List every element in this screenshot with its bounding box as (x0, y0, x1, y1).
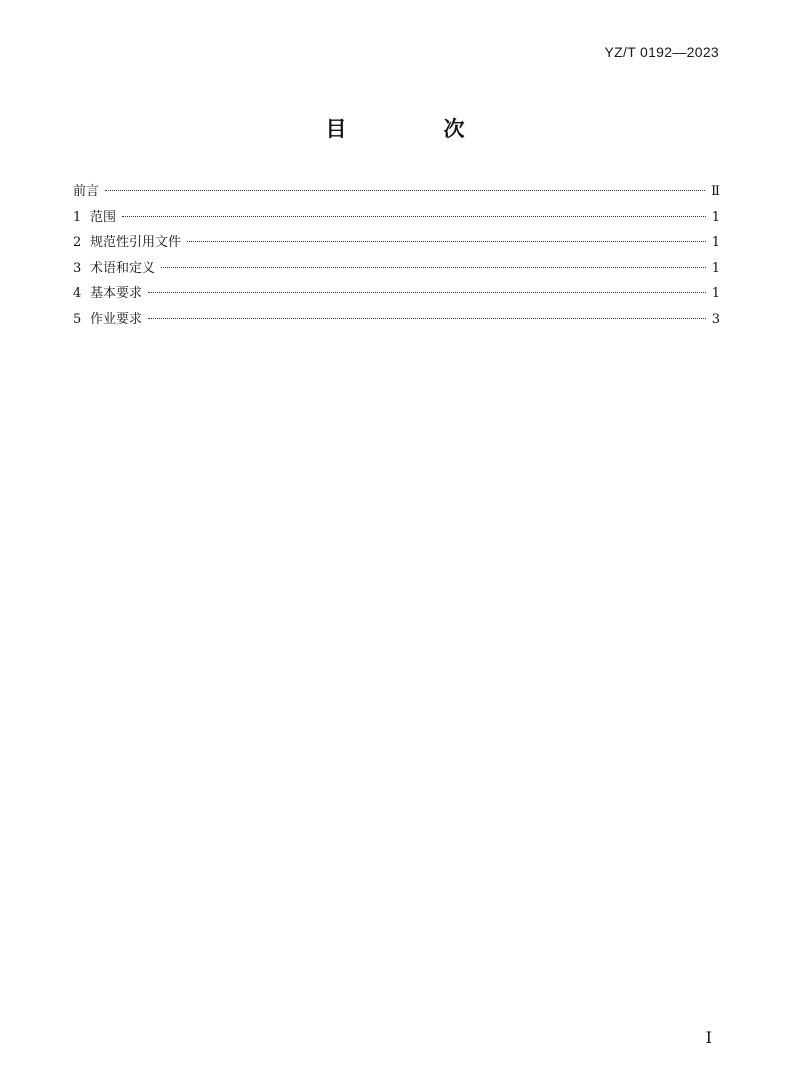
table-of-contents (73, 179, 720, 332)
page-number: Ⅰ (705, 1030, 712, 1047)
toc-entry-terms-definitions[interactable] (73, 256, 720, 282)
toc-dot-leader (187, 240, 706, 242)
toc-entry-label: 术语和定义 (90, 260, 156, 276)
document-code: YZ/T 0192—2023 (604, 44, 719, 60)
toc-entry-normative-references[interactable] (73, 230, 720, 256)
toc-entry-number: 1 (73, 209, 82, 225)
toc-entry-page: 1 (711, 286, 720, 301)
toc-dot-leader (148, 291, 706, 293)
toc-entry-page: 3 (711, 311, 720, 327)
toc-entry-basic-requirements[interactable] (73, 281, 720, 307)
toc-entry-scope[interactable] (73, 205, 720, 231)
toc-entry-label: 前言 (73, 184, 100, 199)
toc-entry-label: 基本要求 (90, 286, 143, 301)
toc-title: 目 次 (325, 117, 503, 141)
toc-entry-page: Ⅱ (711, 184, 720, 199)
toc-dot-leader (148, 317, 706, 319)
toc-entry-foreword[interactable] (73, 179, 720, 205)
toc-entry-page: 1 (711, 260, 720, 276)
toc-entry-number: 2 (73, 235, 82, 250)
toc-entry-label: 范围 (90, 209, 117, 225)
toc-entry-page: 1 (711, 209, 720, 225)
toc-entry-label: 规范性引用文件 (90, 235, 182, 250)
toc-entry-operation-requirements[interactable] (73, 307, 720, 333)
toc-entry-number: 4 (73, 286, 82, 301)
toc-dot-leader (161, 266, 706, 268)
toc-entry-label: 作业要求 (90, 311, 143, 327)
toc-entry-number: 3 (73, 260, 82, 276)
toc-dot-leader (122, 215, 706, 217)
toc-entry-page: 1 (711, 235, 720, 250)
toc-entry-number: 5 (73, 311, 82, 327)
toc-dot-leader (105, 189, 705, 191)
